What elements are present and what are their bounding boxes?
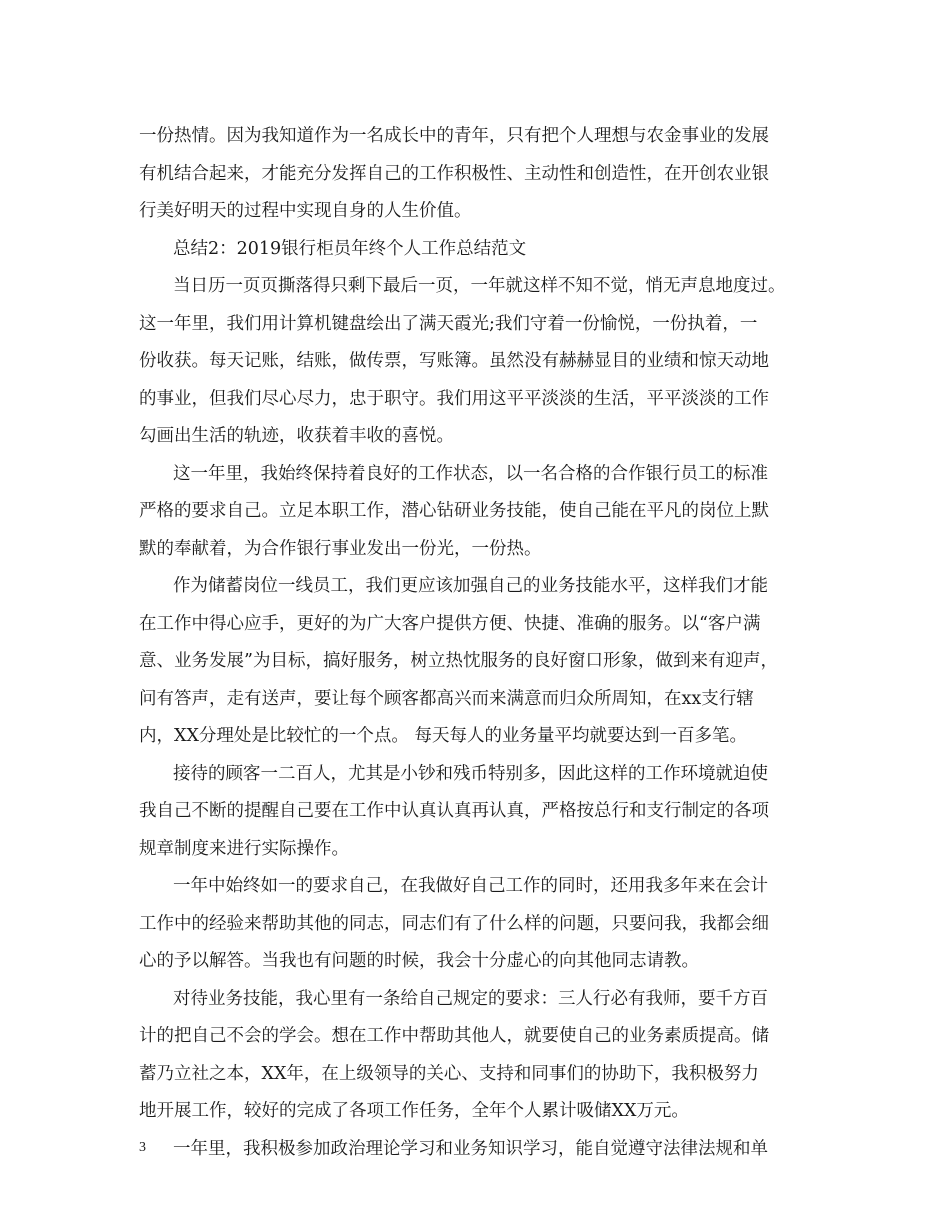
text-line: 意、业务发展”为目标，搞好服务，树立热忱服务的良好窗口形象，做到来有迎声， (139, 651, 778, 671)
text-line: 这一年里，我始终保持着良好的工作状态，以一名合格的合作银行员工的标准 (173, 463, 768, 484)
text-line: 蓄乃立社之本，XX年，在上级领导的关心、支持和同事们的协助下，我积极努力 (139, 1063, 759, 1084)
text-line: 心的予以解答。当我也有问题的时候，我会十分虚心的向其他同志请教。 (139, 951, 699, 971)
text-line: 份收获。每天记账，结账，做传票，写账簿。虽然没有赫赫显目的业绩和惊天动地 (139, 351, 769, 371)
text-line: 地开展工作，较好的完成了各项工作任务，全年个人累计吸储XX万元。 (139, 1101, 689, 1121)
text-line: 我自己不断的提醒自己要在工作中认真认真再认真，严格按总行和支行制定的各项 (139, 801, 769, 821)
text-line: 工作中的经验来帮助其他的同志，同志们有了什么样的问题，只要问我，我都会细 (139, 913, 769, 934)
text-line: 一年中始终如一的要求自己，在我做好自己工作的同时，还用我多年来在会计 (173, 876, 768, 896)
text-line: 的事业，但我们尽心尽力，忠于职守。我们用这平平淡淡的生活，平平淡淡的工作 (139, 388, 769, 409)
text-line: 作为储蓄岗位一线员工，我们更应该加强自己的业务技能水平，这样我们才能 (173, 576, 768, 596)
page-number: 3 (139, 1140, 146, 1155)
text-line: 接待的顾客一二百人，尤其是小钞和残币特别多，因此这样的工作环境就迫使 (173, 763, 768, 784)
document-body (139, 118, 829, 1168)
text-line: 严格的要求自己。立足本职工作，潜心钻研业务技能，使自己能在平凡的岗位上默 (139, 501, 769, 521)
text-line: 当日历一页页撕落得只剩下最后一页，一年就这样不知不觉，悄无声息地度过。 (173, 276, 786, 296)
text-line: 对待业务技能，我心里有一条给自己规定的要求：三人行必有我师，要千方百 (173, 988, 768, 1009)
text-line: 一年里，我积极参加政治理论学习和业务知识学习，能自觉遵守法律法规和单 (173, 1138, 768, 1159)
text-line: 计的把自己不会的学会。想在工作中帮助其他人，就要使自己的业务素质提高。储 (139, 1026, 769, 1046)
text-line: 行美好明天的过程中实现自身的人生价值。 (139, 201, 472, 221)
text-line: 有机结合起来，才能充分发挥自己的工作积极性、主动性和创造性，在开创农业银 (139, 163, 769, 184)
text-line: 问有答声，走有送声，要让每个顾客都高兴而来满意而归众所周知，在xx支行辖 (139, 688, 754, 709)
text-line: 一份热情。因为我知道作为一名成长中的青年，只有把个人理想与农金事业的发展 (139, 126, 769, 146)
text-line: 规章制度来进行实际操作。 (139, 838, 349, 859)
text-line: 勾画出生活的轨迹，收获着丰收的喜悦。 (139, 426, 454, 446)
text-line: 在工作中得心应手，更好的为广大客户提供方便、快捷、准确的服务。以“客户满 (139, 613, 761, 634)
text-line: 内，XX分理处是比较忙的一个点。 每天每人的业务量平均就要达到一百多笔。 (139, 726, 747, 746)
text-line: 默的奉献着，为合作银行事业发出一份光，一份热。 (139, 538, 542, 559)
text-line: 这一年里，我们用计算机键盘绘出了满天霞光;我们守着一份愉悦，一份执着，一 (139, 313, 758, 334)
text-line: 总结2：2019银行柜员年终个人工作总结范文 (173, 238, 527, 259)
